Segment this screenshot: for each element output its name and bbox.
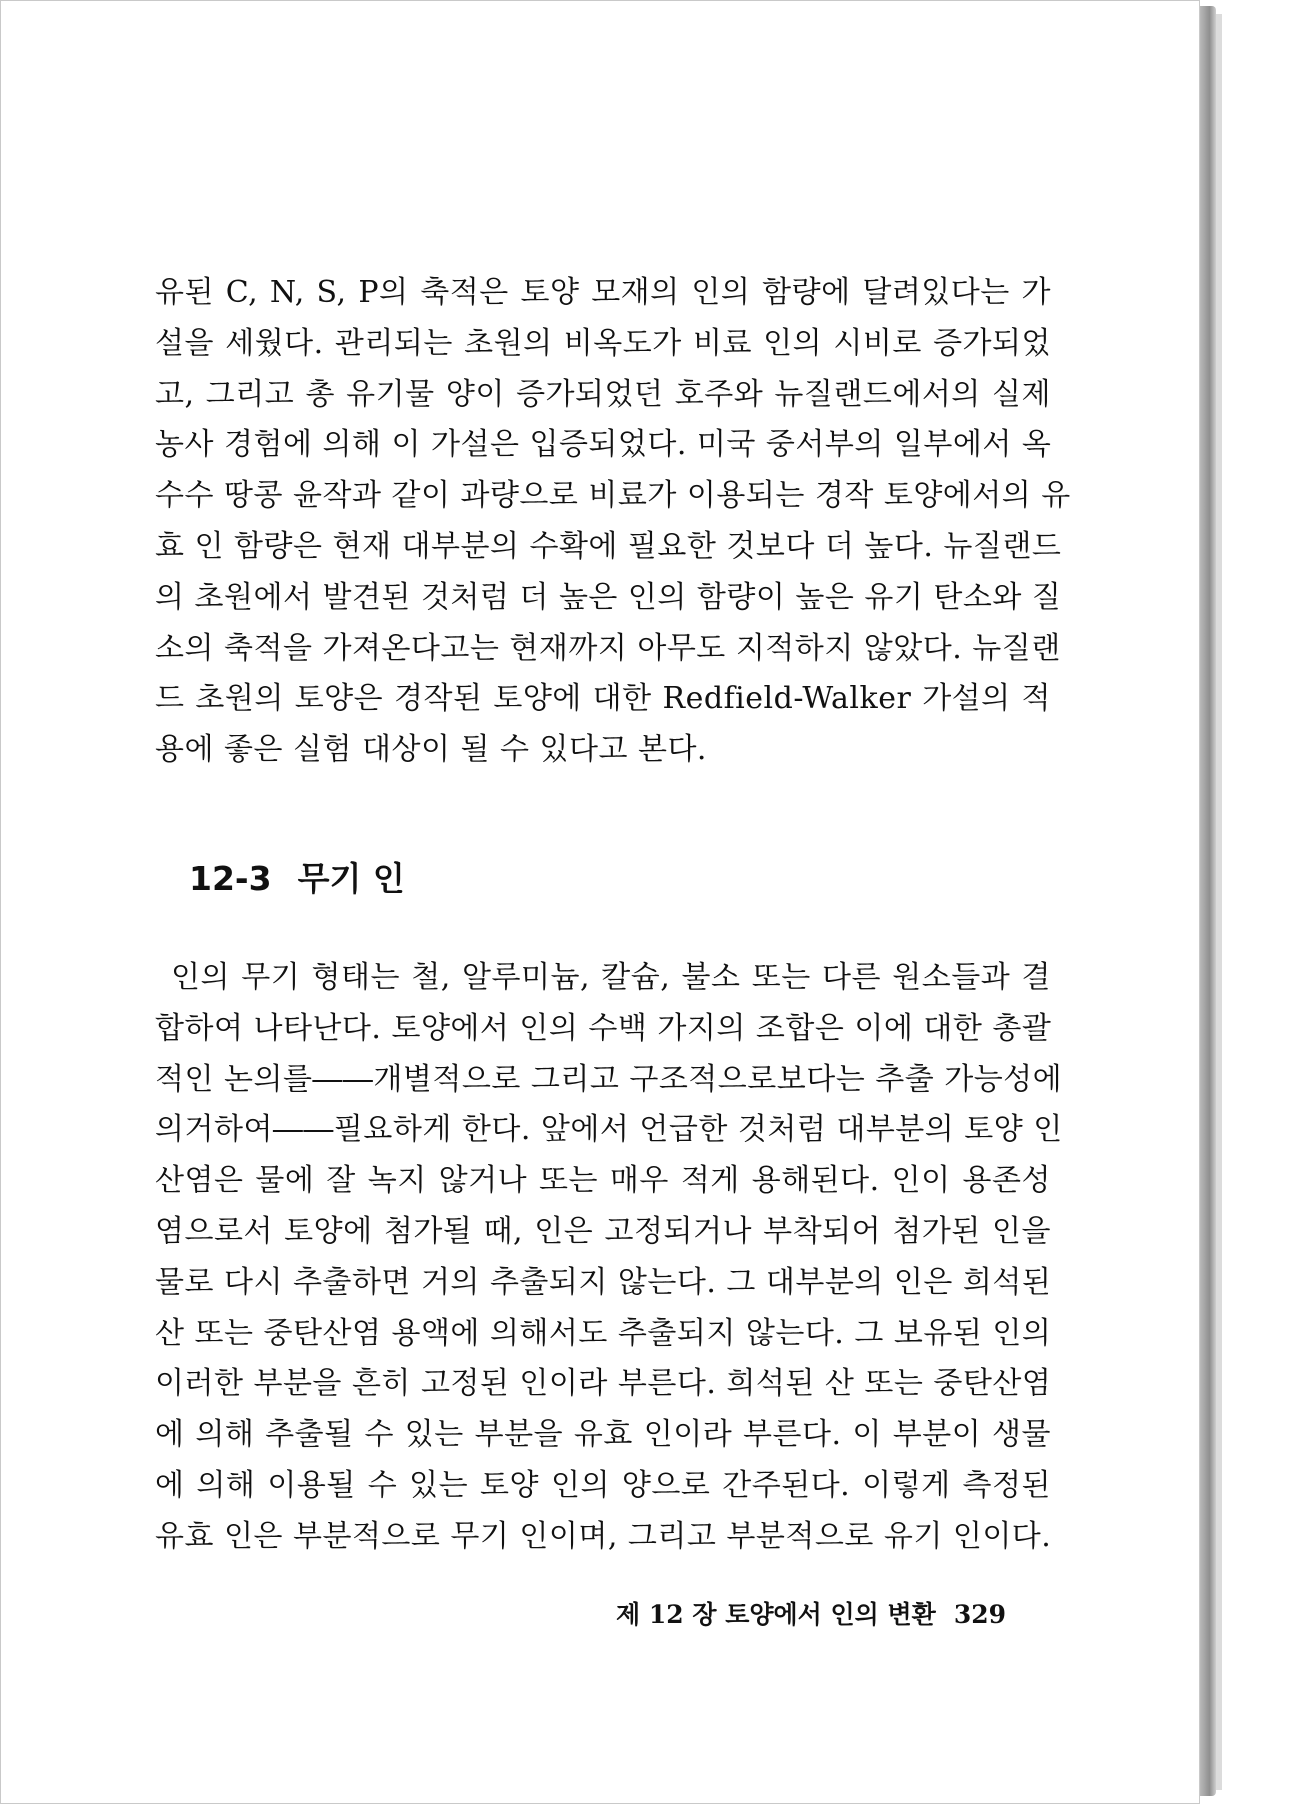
text-line: 합하여 나타난다. 토양에서 인의 수백 가지의 조합은 이에 대한 총괄 (155, 1010, 1052, 1046)
text-line: 물로 다시 추출하면 거의 추출되지 않는다. 그 대부분의 인은 희석된 (155, 1264, 1052, 1300)
text-line: 소의 축적을 가져온다고는 현재까지 아무도 지적하지 않았다. 뉴질랜 (155, 630, 1061, 666)
text-line: 적인 논의를――개별적으로 그리고 구조적으로보다는 추출 가능성에 (155, 1061, 1063, 1097)
text-line: 의거하여――필요하게 한다. 앞에서 언급한 것처럼 대부분의 토양 인 (155, 1112, 1063, 1148)
text-line: 유된 C, N, S, P의 축적은 토양 모재의 인의 함량에 달려있다는 가 (155, 275, 1051, 310)
text-line: 산염은 물에 잘 녹지 않거나 또는 매우 적게 용해된다. 인이 용존성 (155, 1163, 1051, 1199)
paragraph-1 (155, 268, 1071, 776)
text-line: 설을 세웠다. 관리되는 초원의 비옥도가 비료 인의 시비로 증가되었 (155, 325, 1051, 361)
text-line: 인의 무기 형태는 철, 알루미늄, 칼슘, 불소 또는 다른 원소들과 결 (171, 960, 1051, 995)
section-title: 무기 인 (297, 859, 405, 898)
page-stack-shadow (1216, 14, 1222, 1790)
text-line: 에 의해 이용될 수 있는 토양 인의 양으로 간주된다. 이렇게 측정된 (155, 1467, 1051, 1503)
page-number: 329 (953, 1600, 1006, 1629)
paragraph-2 (155, 953, 1063, 1563)
text-line: 이러한 부분을 흔히 고정된 인이라 부른다. 희석된 산 또는 중탄산염 (155, 1366, 1052, 1402)
running-footer (616, 1595, 1006, 1631)
text-line: 의 초원에서 발견된 것처럼 더 높은 인의 함량이 높은 유기 탄소와 질 (155, 579, 1062, 615)
text-line: 에 의해 추출될 수 있는 부분을 유효 인이라 부른다. 이 부분이 생물 (155, 1417, 1051, 1453)
text-line: 산 또는 중탄산염 용액에 의해서도 추출되지 않는다. 그 보유된 인의 (155, 1315, 1052, 1351)
text-line: 염으로서 토양에 첨가될 때, 인은 고정되거나 부착되어 첨가된 인을 (155, 1213, 1051, 1249)
text-line: 드 초원의 토양은 경작된 토양에 대한 Redfield-Walker 가설의 적 (155, 681, 1051, 717)
chapter-title: 제 12 장 토양에서 인의 변환 (616, 1600, 936, 1629)
text-line: 용에 좋은 실험 대상이 될 수 있다고 본다. (155, 732, 707, 768)
text-line: 농사 경험에 의해 이 가설은 입증되었다. 미국 중서부의 일부에서 옥 (155, 427, 1052, 463)
section-number: 12-3 (189, 859, 272, 898)
section-heading (189, 853, 405, 900)
text-line: 유효 인은 부분적으로 무기 인이며, 그리고 부분적으로 유기 인이다. (155, 1518, 1052, 1554)
page-stack-edge (1200, 6, 1216, 1796)
text-line: 고, 그리고 총 유기물 양이 증가되었던 호주와 뉴질랜드에서의 실제 (155, 376, 1051, 412)
text-line: 효 인 함량은 현재 대부분의 수확에 필요한 것보다 더 높다. 뉴질랜드 (155, 528, 1062, 564)
text-line: 수수 땅콩 윤작과 같이 과량으로 비료가 이용되는 경작 토양에서의 유 (155, 478, 1071, 514)
